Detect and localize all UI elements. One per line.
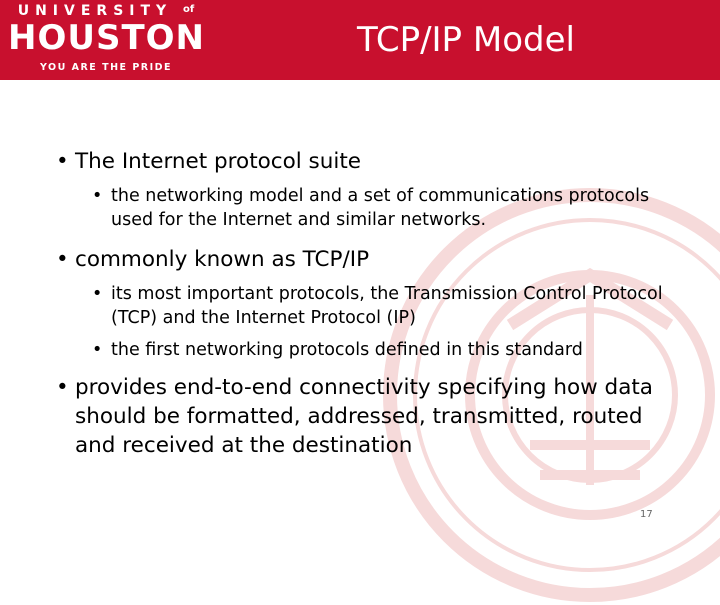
- bullet-commonly-known: • commonly known as TCP/IP: [56, 245, 675, 274]
- logo-university-line: UNIVERSITY $^{of}$: [17, 3, 195, 19]
- logo-houston: HOUSTON: [8, 18, 206, 58]
- slide-title: TCP/IP Model: [357, 20, 575, 60]
- sub-bullet-important-protocols: • its most important protocols, the Transmission Control Protocol (TCP) and the Internet Protocol (IP): [92, 282, 671, 330]
- sub-bullet-networking-model: • the networking model and a set of communications protocols used for the Internet and similar networks.: [92, 184, 671, 232]
- bullet-end-to-end: • provides end-to-end connectivity specifying how data should be formatted, addressed, transmitted, routed and received at the destination: [56, 373, 675, 460]
- sub-bullet-first-protocols: • the first networking protocols defined in this standard: [92, 338, 671, 362]
- logo-tagline: YOU ARE THE PRIDE: [39, 62, 173, 73]
- logo-of: of: [183, 4, 195, 15]
- bullet-internet-protocol-suite: • The Internet protocol suite: [56, 147, 675, 176]
- page-number: 17: [640, 509, 653, 520]
